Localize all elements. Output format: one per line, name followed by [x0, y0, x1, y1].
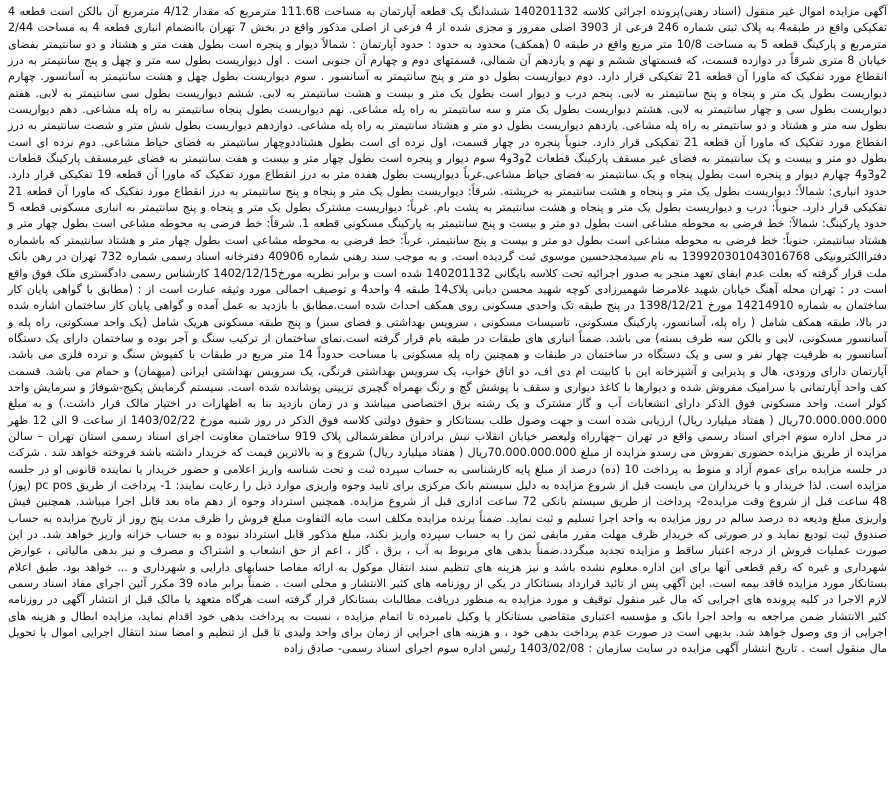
auction-notice-text: آگهی مزایده اموال غیر منقول (اسناد رهنی)پرونده اجرائی کلاسه 140201132 ششدانگ یک قطعه آپارتمان به مساحت 111.68 مترمربع که مقدار 4/12 مترمربع آن بالکن است قطعه 4 تفکیکی واقع در طبقه4 به پلاک ثبتی شماره 246 فرعی از 3903 اصلی مفروز و مجزی شده از 4 فرعی از اصلی مذکور واقع در بخش 7 تهران باانضمام انباری قطعه 4 به مساحت 2/44 مترمربع و پارکینگ قطعه 5 به مساحت 10/8 متر مربع واقع در طبقه 0 (همکف) محدود به حدود : حدود آپارتمان : شمالاً دیوار و پنجره است بطول هفت متر و هشتاد و دو سانتیمتر بفضای خیابان 8 متری شرقاً در دوازده قسمت، که قسمتهای ششم و نهم و یازدهم آن شمالی، قسمتهای دوم و چهارم آن جنوبی است . اول دیواریست بطول سه متر و چهل و پنج سانتیمتر به درز انقطاع مورد تفکیک که ماورا آن قطعه 21 تفکیکی قرار دارد. دوم دیواریست بطول دو متر و پنج سانتیمتر به آسانسور . سوم دیواریست بطول چهل و هشت سانتیمتر به آسانسور. چهارم دیواریست بطول یک متر و پنجاه و پنج سانتیمتر به لابی. پنجم درب و دیوار است بطول یک متر و بیست و هشت سانتیمتر به لابی. ششم دیواریست بطول سی سانتیمتر به لابی. هفتم دیواریست بطول سی و چهار سانتیمتر به لابی. هشتم دیواریست بطول یک متر و سه سانتیمتر به راه پله مشاعی. نهم دیواریست بطول پنجاه سانتیمتر به راه پله مشاعی. دهم دیواریست بطول سه متر و هشتاد و دو سانتیمتر به راه پله مشاعی. یازدهم دیواریست بطول دو متر و هشتاد سانتیمتر به راه پله مشاعی. دوازدهم دیواریست بطول شش متر و شصت سانتیمتر به درز انقطاع مورد تفکیک که ماورا آن قطعه 21 تفکیکی قرار دارد. جنوباً پنجره در چهار قسمت، اول نرده ای است بطول هشتاددوچهار سانتیمتر به فضای حیاط مشاعی. دوم نرده ای است بطول دو متر و بیست و یک سانتیمتر به فضای غیر مسقف پارکینگ قطعات 2و3و4 سوم دیوار و پنجره است بطول چهار متر و بیست و هفت سانتیمتر به فضای غیرمسقف پارکینگ قطعات 2و3و4 چهارم دیوار و پنجره است بطول پنجاه و یک سانتیمتر به فضای حیاط مشاعی.غرباً دیواریست بطول هفده متر به درز انقطاع مورد تفکیک که ماورا آن قطعه 19 تفکیکی قرار دارد. حدود انباری: شمالاً: دیواریست بطول یک متر و پنجاه و هشت سانتیمتر به خرپشته. شرقاً: دیواریست بطول یک متر و پنجاه و پنج سانتیمتر به درز انقطاع مورد تفکیک که ماورا آن قطعه 21 تفکیکی قرار دارد. جنوباً: درب و دیواریست بطول یک متر و پنجاه و هشت سانتیمتر به پشت بام. غرباً: دیواریست مشترک بطول یک متر و پنجاه و پنج سانتیمتر به انباری مسکونی قطعه 5 حدود پارکینگ: شمالاً: خط فرضی به محوطه مشاعی است بطول دو متر و بیست و پنج سانتیمتر به پارکینگ مسکونی قطعه 1. شرقاً: خط فرضی به محوطه مشاعی است بطول چهار متر و هشتاد سانتیمتر. جنوباً: خط فرضی به محوطه مشاعی است بطول دو متر و بیست و پنج سانتیمتر. غرباً: خط فرضی به محوطه مشاعی است بطول چهار متر و هشتاد سانتیمتر که باشماره دفتراالکترونیکی 139920301043016768 به نام سیدمجدحسین موسوی ثبت گردیده است. و به موجب سند رهنی شماره 40906 دفترخانه اسناد رسمی شماره 732 تهران در رهن بانک ملت قرار گرفته که بعلت عدم ایفای تعهد منجر به صدور اجرائیه تحت کلاسه بایگانی 140201132 شده است و برابر نظریه مورخ1402/12/15 کارشناس رسمی دادگستری ملک فوق واقع است در : تهران محله آهنگ خیابان شهید غلامرضا شهمیرزادی کوچه شهید محسن دیانی پلاک14 طبقه 4 واحد4 و توصیف اجمالی مورد وثیقه عبارت است از : (مطابق با گواهی پایان کار ساختمان به شماره 14214910 مورخ 1398/12/21 در پنج طبقه تک واحدی مسکونی روی همکف احداث شده است.مطابق با بازدید به عمل آمده و گواهی پایان کار ساختمان اشاره شده در بالا، طبقه همکف شامل ( راه پله، آسانسور، پارکینگ مسکونی، تاسیسات مسکونی ، سرویس بهداشتی و فضای سبز) و پنج طبقه مسکونی هریک شامل (یک واحد مسکونی، راه پله و آسانسور مسکونی، لابی و بالکن سه طرف بسته) می باشد. ضمناً انباری های طبقات در طبقه بام قرار گرفته است.نمای ساختمان از ترکیب سنگ و آجر بوده و ساختمان دارای یک دستگاه آسانسور به ظرفیت چهار نفر و سی و یک دستگاه در ساختمان در طبقات و همچنین راه پله مسکونی با مساحت حدوداً 14 متر مربع در طبقات با کفپوش سنگ و نرده فلزی می باشد. آپارتمان دارای ورودی، هال و پذیرایی و آشپزخانه این با کابینت ام دی اف، دو اتاق خواب، یک سرویس بهداشتی فرنگی، یک سرویس بهداشتی ایرانی (میهمان) و حمام می باشد. قسمت کف واحد آپارتمانی با سرامیک مفروش شده و دیوارها با کاغذ دیواری و سقف با پوشش گچ و رنگ بهمراه گچبری تزیینی پوشانده شده است. سیستم گرمایش پکیج-شوفاژ و سرمایش واحد کولر است. واحد مسکونی فوق الذکر دارای انشعابات آب و گاز مشترک و یک رشته برق اختصاصی میباشد و در زمان بازدید بنا به اظهارات در اختیار مالک قرار داشت.) و به مبلغ 70.000.000.000ریال ( هفتاد میلیارد ریال) ارزیابی شده است و جهت وصول طلب بستانکار و حقوق دولتی کلاسه فوق الذکر در روز شنبه مورخ 1403/02/22 از ساعت 9 الی 12 ظهر در محل اداره سوم اجرای اسناد رسمی واقع در تهران –چهارراه ولیعصر خیابان انقلاب نبش برادران مظفرشمالی پلاک 919 ساختمان معاونت اجرای اسناد رسمی استان تهران – سالن مزایده از طریق مزایده حضوری بفروش می رسدو مزایده از مبلغ 70.000.000.000ریال ( هفتاد میلیارد ریال) شروع و به بالاترین قیمت که خریدار داشته باشد فروخته خواهد شد . شرکت در جلسه مزایده برای عموم آزاد و منوط به پرداخت 10 (ده) درصد از مبلغ پایه کارشناسی به حساب سپرده ثبت و تحت شناسه واریز اعلامی و حضور خریدار یا نماینده قانونی او در جلسه مزایده است. لذا خریدار و یا خریداران می بایست قبل از شروع مزایده به دلیل سیستم بانک مرکزی برای تایید وجوه واریزی موارد ذیل را رعایت نمایند: 1- پرداخت از طریق pc pos (پوز) 48 ساعت قبل از شروع وقت مزایده2- پرداخت از طریق سیستم بانکی 72 ساعت اداری قبل از شروع مزایده. همچنین استرداد وجوه از دهم ماه بعد قابل اجرا میباشد. همچنین فیش واریزی مبلغ ودیعه ده درصد سالم در روز مزایده به واحد اجرا تسلیم و ثبت نماید. ضمناً برنده مزایده مکلف است مابه التفاوت مبلغ فروش را ظرف مدت پنج روز از تاریخ مزایده به حساب صندوق ثبت تودیع نماید و در صورتی که خریدار ظرف مهلت مقرر مابقی ثمن را به حساب سپرده واریز نکند، مبلغ مذکور قابل استرداد نبوده و به حساب خزانه واریز خواهد شد. در این صورت عملیات فروش از درجه اعتبار ساقط و مزایده تجدید میگردد.ضمناً بدهی های مربوط به آب ، برق ، گاز ، اعم از حق انشعاب و اشتراک و مصرف و نیز بدهی مالیاتی ، عوارض شهرداری و غیره که رقم قطعی آنها برای این اداره معلوم نشده باشد و نیز هزینه های تنظیم سند انتقال موکول به ارائه مفاصا حسابهای دارایی و شهرداری و ... خواهد بود. طبق اعلام بستانکار مورد مزایده فاقد بیمه است. این آگهی پس از تائید قرارداد بستانکار در یکی از روزنامه های کثیر الانتشار و محلی است . ضمناً برابر ماده 39 مکرر آئین اجرای مفاد اسناد رسمی لازم الاجرا در کلیه پرونده های اجرایی که مال غیر منقول توقیف و مورد مزایده به منظور دریافت مطالبات بستانکار قرار گرفته است هرگاه متعهد یا مالک قبل از انتشار آگهی در روزنامه کثیر الانتشار ضمن مراجعه به واحد اجرا بانک و مؤسسه اعتباری متقاضی بستانکار یا وکیل نامبرده تا اتمام مزایده ، نسبت به پرداخت بدهی خود اقدام نماید، مزایده ابطال و هزینه های اجرایی از وی وصول خواهد شد. بدیهی است در صورت عدم پرداخت بدهی خود ، و هزینه های اجرایی از زمان برای واحد ولیدی تا قبل از تنظیم و امضا سند انتقال اجرایی اموال یا تحویل مال منقول است . تاریخ انتشار آگهی مزایده در سایت سازمان : 1403/02/08 رئیس اداره سوم اجرای اسناد رسمی- صادق زاده	[8, 5, 888, 656]
